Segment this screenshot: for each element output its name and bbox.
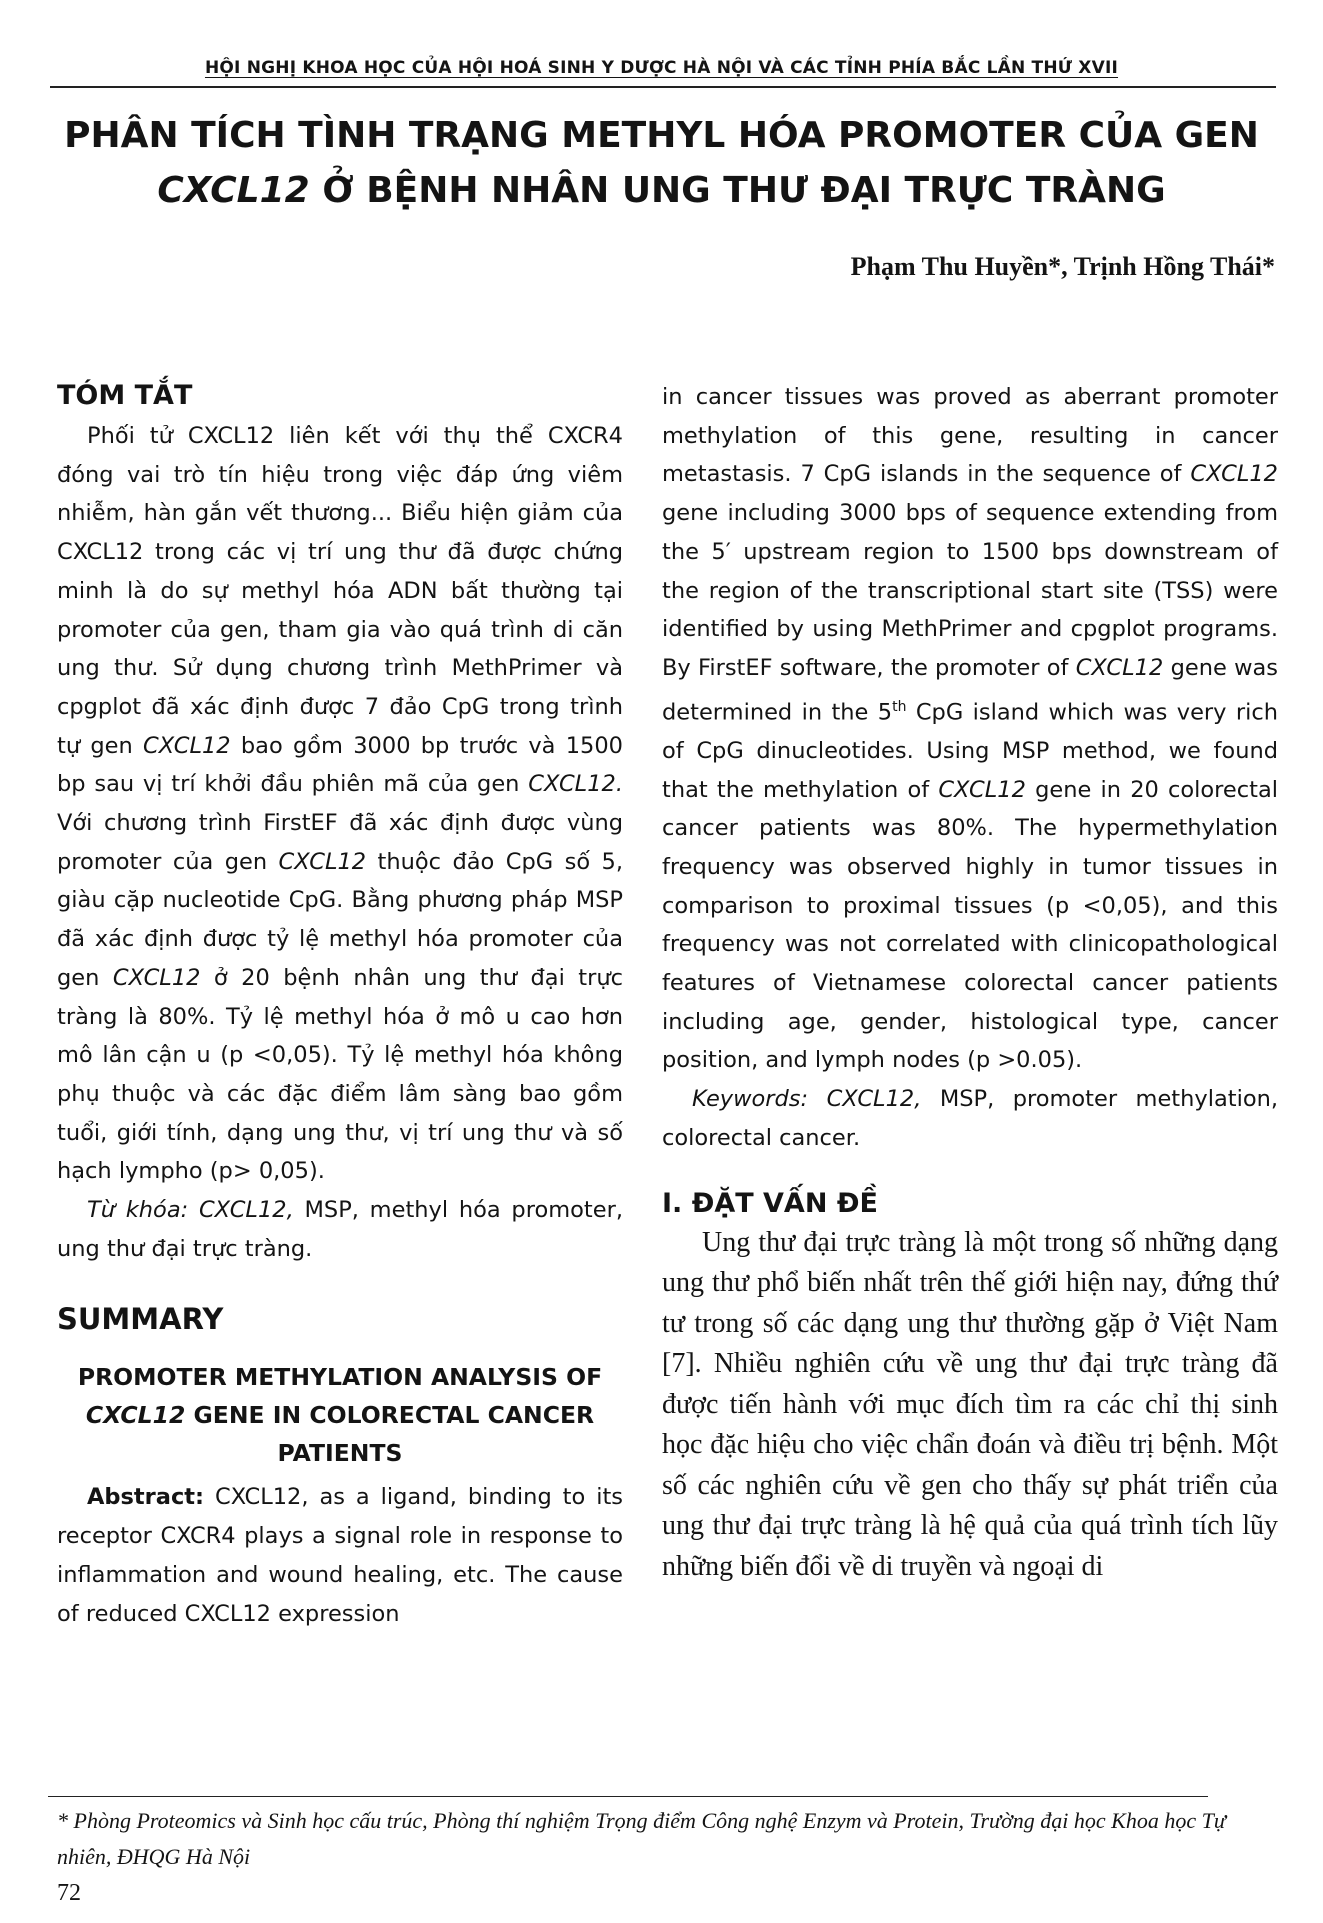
gene-name: CXCL12 (143, 732, 231, 759)
footnote-rule (48, 1796, 1208, 1797)
abstract-text-right: in cancer tissues was proved as aberrant promoter methylation of this gene, resulting in cancer metastasis. 7 CpG islands in the sequence of (662, 384, 1278, 488)
summary-subtitle (57, 1358, 623, 1472)
section-1-heading: I. ĐẶT VẤN ĐỀ (662, 1187, 878, 1219)
summary-heading: SUMMARY (57, 1302, 224, 1337)
gene-name: CXCL12 (938, 776, 1026, 803)
title-line-2-rest: Ở BỆNH NHÂN UNG THƯ ĐẠI TRỰC TRÀNG (309, 170, 1166, 211)
tom-tat-text-b: bao gồm 3000 bp trước và 1500 bp sau vị trí khởi đầu phiên mã của gen (57, 732, 623, 798)
gene-name: CXCL12 (1190, 461, 1278, 488)
authors: Phạm Thu Huyền*, Trịnh Hồng Thái* (850, 252, 1275, 281)
keywords-label: Từ khóa: (87, 1197, 189, 1224)
summary-subtitle-line-2 (57, 1396, 623, 1472)
abstract-label: Abstract: (87, 1484, 205, 1511)
title-gene: CXCL12 (157, 170, 310, 211)
title-line-2 (60, 163, 1263, 218)
gene-name: CXCL12, (198, 1197, 294, 1224)
tom-tat-paragraph (57, 417, 623, 1191)
keywords-label: Keywords: (692, 1086, 809, 1113)
abstract-text-b: gene including 3000 bps of sequence extending from the 5′ upstream region to 1500 bps downstream of the region of the transcriptional start site (TSS) were identified by using MethPrimer and cpgplot programs. By FirstEF software, the promoter of (662, 500, 1278, 681)
gene-name: CXCL12 (85, 1401, 186, 1430)
gene-name: CXCL12 (112, 964, 201, 991)
summary-subtitle-line-1: PROMOTER METHYLATION ANALYSIS OF (77, 1363, 603, 1392)
keywords-text: MSP, promoter methylation, colorectal cancer. (662, 1086, 1278, 1151)
tom-tat-text-d: thuộc đảo CpG số 5, giàu cặp nucleotide CpG. Bằng phương pháp MSP đã xác định được tỷ lệ methyl hóa promoter của gen (57, 848, 623, 991)
left-column (57, 372, 623, 1633)
page-number: 72 (57, 1880, 81, 1906)
running-header: HỘI NGHỊ KHOA HỌC CỦA HỘI HOÁ SINH Y DƯỢC HÀ NỘI VÀ CÁC TỈNH PHÍA BẮC LẦN THỨ XVII (204, 58, 1119, 78)
keywords-text: MSP, methyl hóa promoter, ung thư đại trực tràng. (57, 1197, 623, 1262)
footnote: * Phòng Proteomics và Sinh học cấu trúc, Phòng thí nghiệm Trọng điểm Công nghệ Enzym và Protein, Trường đại học Khoa học Tự nhiên, ĐHQG Hà Nội (57, 1808, 1226, 1869)
article-title (60, 108, 1263, 218)
abstract-text-e: gene in 20 colorectal cancer patients was 80%. The hypermethylation frequency was observed highly in tumor tissues in comparison to proximal tissues (p <0,05), and this frequency was not correlated with clinicopathological features of Vietnamese colorectal cancer patients including age, gender, histological type, cancer position, and lymph nodes (p >0.05). (662, 776, 1278, 1074)
tom-tat-text-a: Phối tử CXCL12 liên kết với thụ thể CXCR4 đóng vai trò tín hiệu trong việc đáp ứng viêm nhiễm, hàn gắn vết thương... Biểu hiện giảm của CXCL12 trong các vị trí ung thư đã được chứng minh là do sự methyl hóa ADN bất thường tại promoter của gen, tham gia vào quá trình di căn ung thư. Sử dụng chương trình MethPrimer và cpgplot đã xác định được 7 đảo CpG trong trình tự gen (57, 423, 623, 759)
abstract-text-d: CpG island which was very rich of CpG dinucleotides. Using MSP method, we found that the methylation of (662, 699, 1278, 803)
abstract-text-c: gene was determined in the 5 (662, 654, 1278, 726)
tom-tat-keywords (57, 1191, 623, 1268)
header-rule (50, 86, 1276, 88)
gene-name: CXCL12 (1075, 654, 1164, 681)
summary-subtitle-rest: GENE IN COLORECTAL CANCER PATIENTS (185, 1401, 595, 1468)
gene-name: CXCL12 (278, 848, 367, 875)
summary-keywords (662, 1080, 1278, 1157)
tom-tat-heading: TÓM TẮT (57, 380, 193, 411)
abstract-paragraph-continued (662, 378, 1278, 1080)
gene-name: CXCL12. (528, 771, 623, 798)
right-column (662, 378, 1278, 1587)
abstract-text-left: CXCL12, as a ligand, binding to its receptor CXCR4 plays a signal role in response to inflammation and wound healing, etc. The cause of reduced CXCL12 expression (57, 1484, 623, 1627)
title-line-1: PHÂN TÍCH TÌNH TRẠNG METHYL HÓA PROMOTER CỦA GEN (64, 115, 1259, 156)
tom-tat-text-e: ở 20 bệnh nhân ung thư đại trực tràng là 80%. Tỷ lệ methyl hóa ở mô u cao hơn mô lân cận u (p <0,05). Tỷ lệ methyl hóa không phụ thuộc và các đặc điểm lâm sàng bao gồm tuổi, giới tính, dạng ung thư, vị trí ung thư và số hạch lympho (p> 0,05). (57, 964, 623, 1185)
tom-tat-text-c: Với chương trình FirstEF đã xác định được vùng promoter của gen (57, 810, 623, 875)
superscript-th: th (892, 698, 907, 715)
abstract-paragraph-start (57, 1478, 623, 1633)
gene-name: CXCL12, (826, 1086, 922, 1113)
section-1-paragraph: Ung thư đại trực tràng là một trong số những dạng ung thư phổ biến nhất trên thế giới hiện nay, đứng thứ tư trong số các dạng ung thư thường gặp ở Việt Nam [7]. Nhiều nghiên cứu về ung thư đại trực tràng đã được tiến hành với mục đích tìm ra các chỉ thị sinh học đặc hiệu cho việc chẩn đoán và điều trị bệnh. Một số các nghiên cứu về gen cho thấy sự phát triển của ung thư đại trực tràng là hệ quả của quá trình tích lũy những biến đổi về di truyền và ngoại di (662, 1226, 1278, 1582)
